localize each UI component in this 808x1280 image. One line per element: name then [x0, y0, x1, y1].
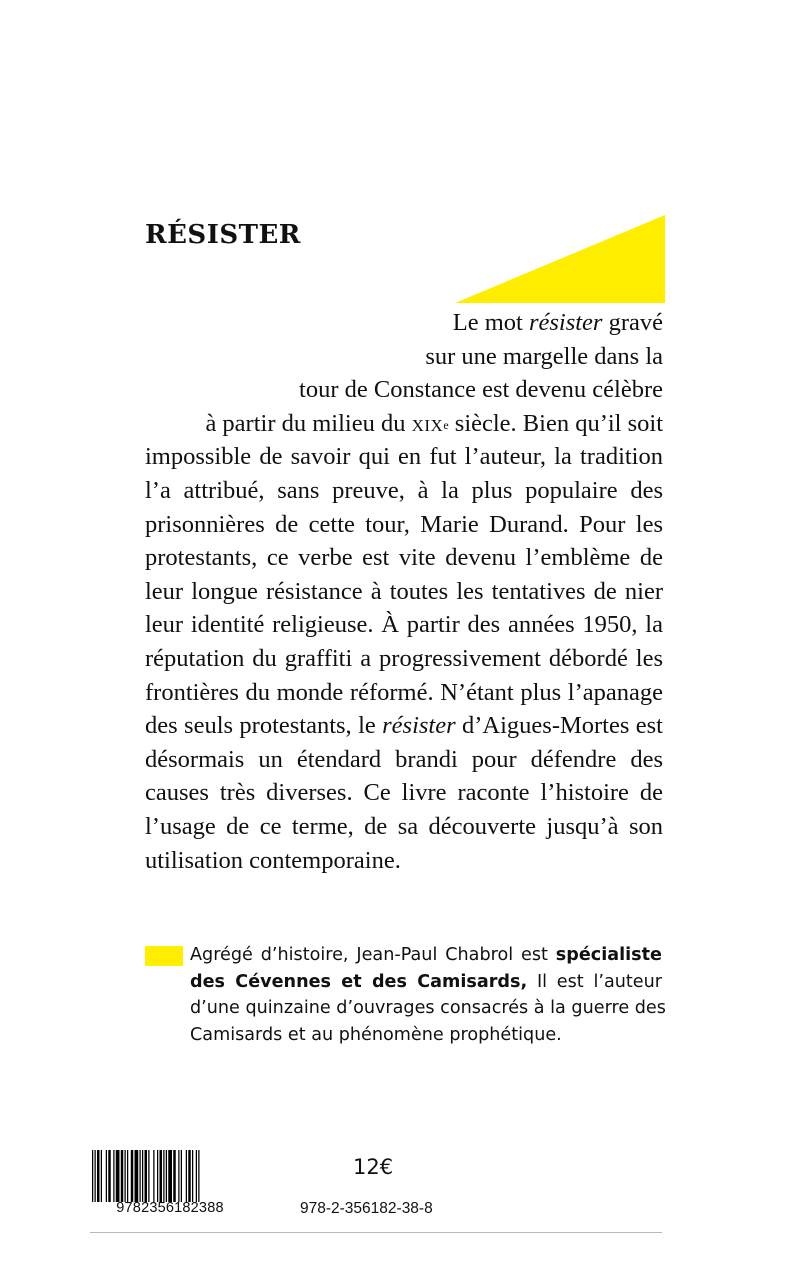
blurb-line: impossible de savoir qui en fut l’auteur, la tradition: [145, 443, 663, 471]
bottom-divider: [90, 1232, 662, 1233]
price: 12€: [353, 1155, 394, 1179]
yellow-bio-marker: [145, 946, 183, 966]
barcode-bar: [157, 1150, 158, 1202]
barcode-bar: [121, 1150, 124, 1202]
emphasis-resister: résister: [382, 712, 456, 740]
bio-line: des Cévennes et des Camisards, Il est l’auteur: [190, 971, 662, 992]
blurb-line: utilisation contemporaine.: [145, 846, 401, 874]
barcode-bar: [116, 1150, 120, 1202]
blurb-line: l’usage de ce terme, de sa découverte jusqu’à son: [145, 812, 663, 840]
barcode-bar: [181, 1150, 182, 1202]
blurb-line: Le mot résister gravé: [452, 309, 663, 336]
barcode-bar: [127, 1150, 128, 1202]
blurb-line: à partir du milieu du XIXe siècle. Bien qu’il soit: [205, 409, 663, 437]
barcode-bar: [131, 1150, 134, 1202]
barcode-bar: [168, 1150, 172, 1202]
blurb-line: l’a attribué, sans preuve, à la plus populaire des: [145, 476, 663, 504]
barcode-bar: [186, 1150, 187, 1202]
bio-bold: spécialiste: [555, 945, 662, 965]
barcode-bar: [153, 1150, 154, 1202]
barcode-bar: [113, 1150, 114, 1202]
author-bio: [190, 942, 666, 1048]
blurb-line: frontières du monde réformé. N’étant plus l’apanage: [145, 678, 663, 706]
yellow-triangle-decoration: [455, 215, 665, 303]
barcode-bar: [198, 1150, 199, 1202]
blurb-paragraph: [145, 306, 663, 877]
barcode-number: 9782356182388: [116, 1200, 224, 1216]
blurb-line: des seuls protestants, le résister d’Aigues-Mortes est: [145, 712, 663, 740]
triangle-shape: [455, 215, 665, 303]
barcode-bar: [173, 1150, 176, 1202]
bio-line: d’une quinzaine d’ouvrages consacrés à la guerre des: [190, 998, 666, 1018]
bio-line: Camisards et au phénomène prophétique.: [190, 1024, 562, 1045]
isbn: 978-2-356182-38-8: [300, 1200, 433, 1217]
barcode-bar: [145, 1150, 148, 1202]
barcode-bar: [178, 1150, 179, 1202]
blurb-line: sur une margelle dans la: [425, 342, 663, 370]
blurb-line: causes très diverses. Ce livre raconte l’histoire de: [145, 779, 663, 807]
blurb-line: prisonnières de cette tour, Marie Durand. Pour les: [145, 510, 663, 538]
blurb-line: désormais un étendard brandi pour défendre des: [145, 745, 663, 773]
barcode-bar: [166, 1150, 167, 1202]
barcode-bar: [106, 1150, 107, 1202]
barcode-bar: [142, 1150, 143, 1202]
bio-bold: des Cévennes et des Camisards,: [190, 971, 528, 992]
century-numeral: XIX: [411, 415, 444, 435]
barcode-bar: [125, 1150, 126, 1202]
blurb-line: leur identité religieuse. À partir des années 1950, la: [145, 611, 663, 639]
barcode-bar: [135, 1150, 139, 1202]
blurb-line: tour de Constance est devenu célèbre: [299, 376, 663, 404]
barcode-image: [90, 1150, 250, 1202]
barcode-bar: [192, 1150, 193, 1202]
barcode-bar: [101, 1150, 102, 1202]
barcode-bar: [196, 1150, 197, 1202]
barcode-bar: [108, 1150, 111, 1202]
book-title: RÉSISTER: [145, 220, 301, 250]
barcode-bar: [160, 1150, 163, 1202]
superscript: e: [443, 417, 449, 432]
barcode-bar: [140, 1150, 141, 1202]
barcode-bar: [163, 1150, 164, 1202]
barcode-bar: [148, 1150, 149, 1202]
barcode-bar: [97, 1150, 100, 1202]
bio-line: Agrégé d’histoire, Jean-Paul Chabrol est spécialiste: [190, 945, 662, 965]
blurb-line: réputation du graffiti a progressivement débordé les: [145, 644, 663, 672]
blurb-line: leur longue résistance à toutes les tentatives de nier: [145, 577, 663, 605]
blurb-line: protestants, ce verbe est vite devenu l’emblème de: [145, 544, 663, 572]
barcode-bar: [188, 1150, 191, 1202]
barcode-bar: [95, 1150, 96, 1202]
emphasis-resister: résister: [528, 309, 603, 336]
barcode-bar: [92, 1150, 93, 1202]
